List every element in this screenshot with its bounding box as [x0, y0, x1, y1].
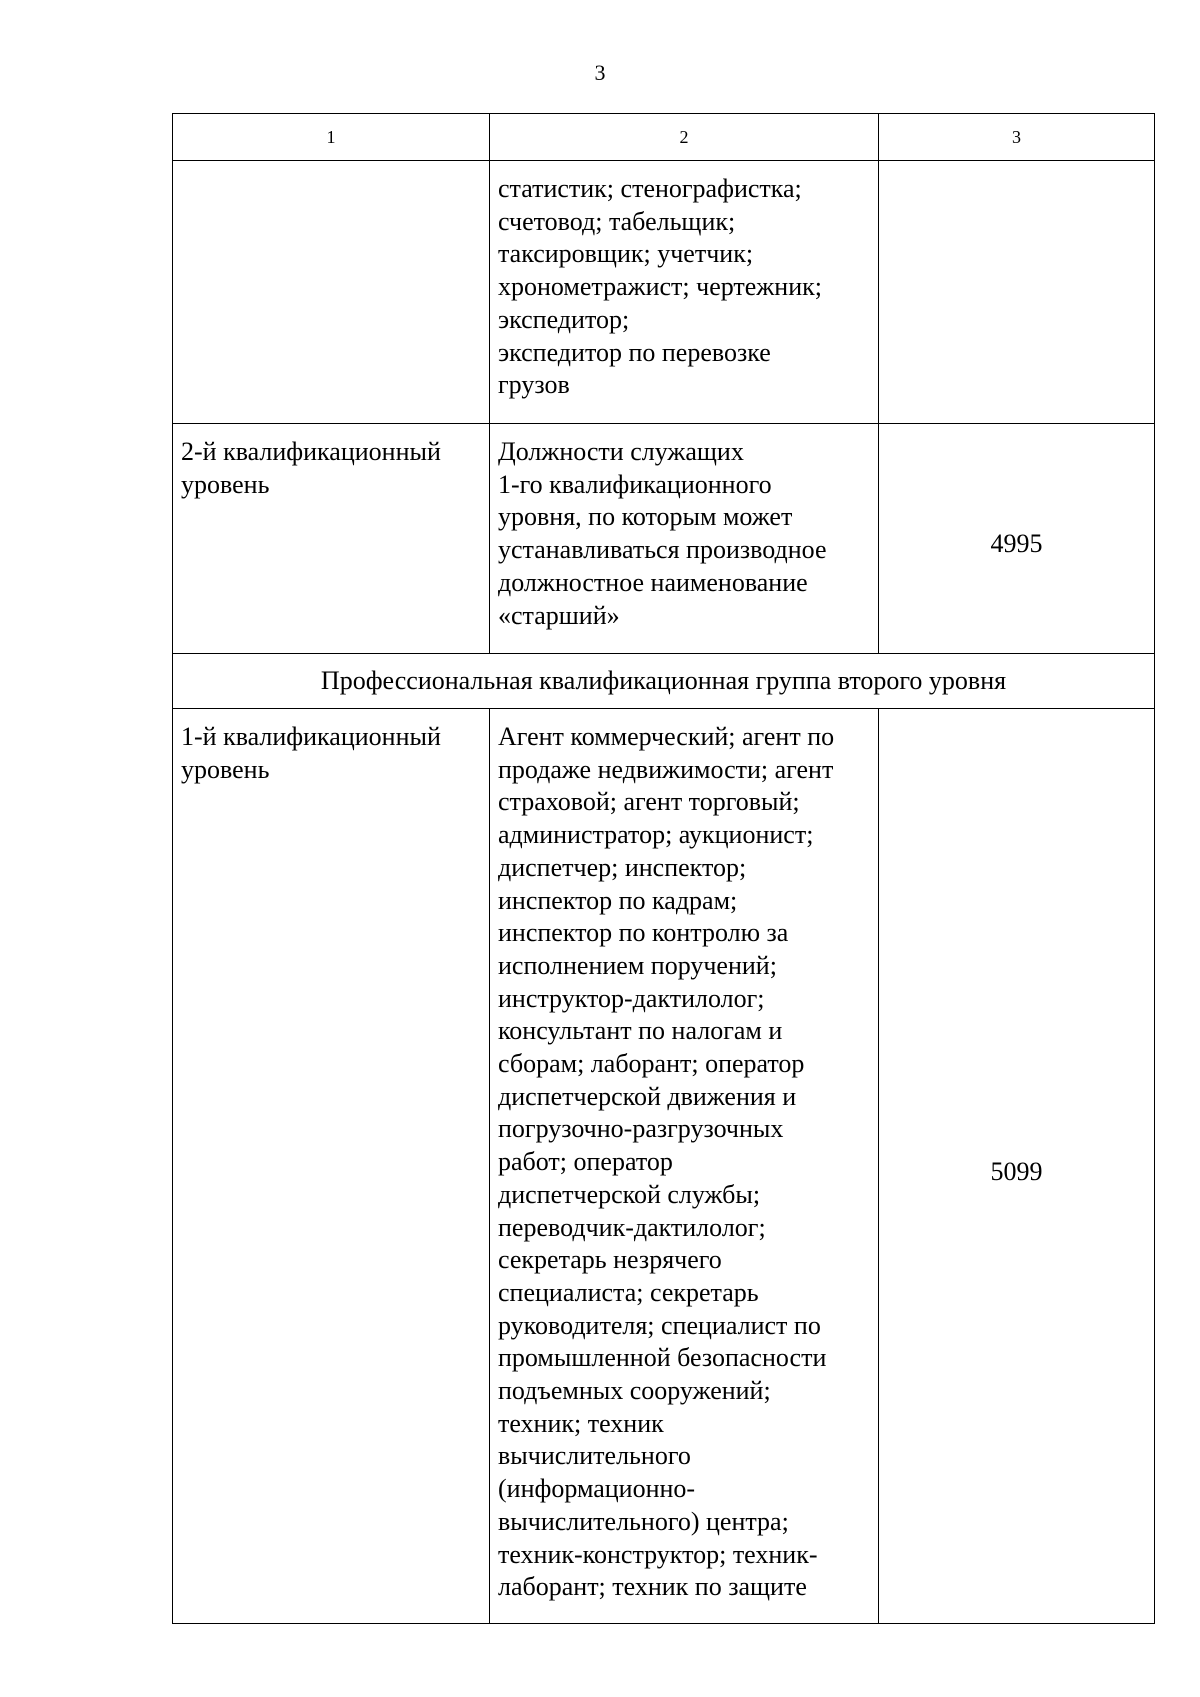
group-title-row — [173, 654, 1155, 709]
position-line: (информационно- — [498, 1474, 696, 1504]
table-row — [173, 709, 1155, 1624]
position-line: статистик; стенографистка; — [498, 174, 802, 203]
group-title: Профессиональная квалификационная группа второго уровня — [173, 654, 1155, 709]
position-line: погрузочно-разгрузочных — [498, 1114, 784, 1144]
position-line: диспетчерской движения и — [498, 1081, 797, 1111]
position-line: вычислительного — [498, 1441, 691, 1471]
position-line: промышленной безопасности — [498, 1343, 827, 1373]
position-line: грузов — [498, 370, 570, 400]
position-line: диспетчерской службы; — [498, 1179, 761, 1209]
table-header-row — [173, 114, 1155, 161]
position-line: исполнением поручений; — [498, 950, 777, 980]
position-line: счетовод; табельщик; — [498, 206, 736, 236]
position-line: должностное наименование — [498, 567, 808, 597]
position-line: подъемных сооружений; — [498, 1376, 771, 1406]
salary-cell: 4995 — [879, 424, 1155, 654]
position-line: экспедитор по перевозке — [498, 337, 771, 367]
position-line: техник; техник — [498, 1408, 664, 1438]
position-line: секретарь незрячего — [498, 1245, 722, 1275]
position-line: продаже недвижимости; агент — [498, 754, 834, 784]
level-cell — [173, 424, 490, 654]
page-number: 3 — [594, 60, 606, 85]
position-line: лаборант; техник по защите — [498, 1572, 807, 1602]
level-line: уровень — [181, 469, 270, 499]
salary-table — [172, 113, 1155, 1624]
position-line: работ; оператор — [498, 1147, 673, 1177]
position-line: инспектор по кадрам; — [498, 885, 738, 915]
position-line: устанавливаться производное — [498, 535, 827, 565]
position-line: консультант по налогам и — [498, 1016, 783, 1046]
level-line: 2-й квалификационный — [181, 437, 441, 466]
table-row — [173, 161, 1155, 424]
column-number-1: 1 — [173, 114, 490, 161]
position-line: техник-конструктор; техник- — [498, 1539, 818, 1569]
positions-cell — [490, 161, 879, 424]
salary-cell: 5099 — [879, 709, 1155, 1624]
position-line: страховой; агент торговый; — [498, 787, 800, 817]
position-line: таксировщик; учетчик; — [498, 239, 754, 269]
position-line: хронометражист; чертежник; — [498, 272, 822, 302]
position-line: «старший» — [498, 600, 620, 630]
level-line: уровень — [181, 754, 270, 784]
position-line: администратор; аукционист; — [498, 820, 814, 850]
position-line: сборам; лаборант; оператор — [498, 1049, 805, 1079]
positions-cell — [490, 709, 879, 1624]
positions-cell — [490, 424, 879, 654]
position-line: диспетчер; инспектор; — [498, 852, 747, 882]
position-line: специалиста; секретарь — [498, 1277, 759, 1307]
position-line: Должности служащих — [498, 437, 744, 466]
position-line: инструктор-дактилолог; — [498, 983, 765, 1013]
position-line: Агент коммерческий; агент по — [498, 722, 835, 751]
position-line: экспедитор; — [498, 304, 630, 334]
position-line: 1-го квалификационного — [498, 469, 772, 499]
salary-cell — [879, 161, 1155, 424]
level-cell — [173, 161, 490, 424]
position-line: вычислительного) центра; — [498, 1506, 789, 1536]
position-line: уровня, по которым может — [498, 502, 793, 532]
level-line: 1-й квалификационный — [181, 722, 441, 751]
column-number-3: 3 — [879, 114, 1155, 161]
column-number-2: 2 — [490, 114, 879, 161]
position-line: инспектор по контролю за — [498, 918, 789, 948]
level-cell — [173, 709, 490, 1624]
position-line: руководителя; специалист по — [498, 1310, 821, 1340]
position-line: переводчик-дактилолог; — [498, 1212, 766, 1242]
table-row — [173, 424, 1155, 654]
